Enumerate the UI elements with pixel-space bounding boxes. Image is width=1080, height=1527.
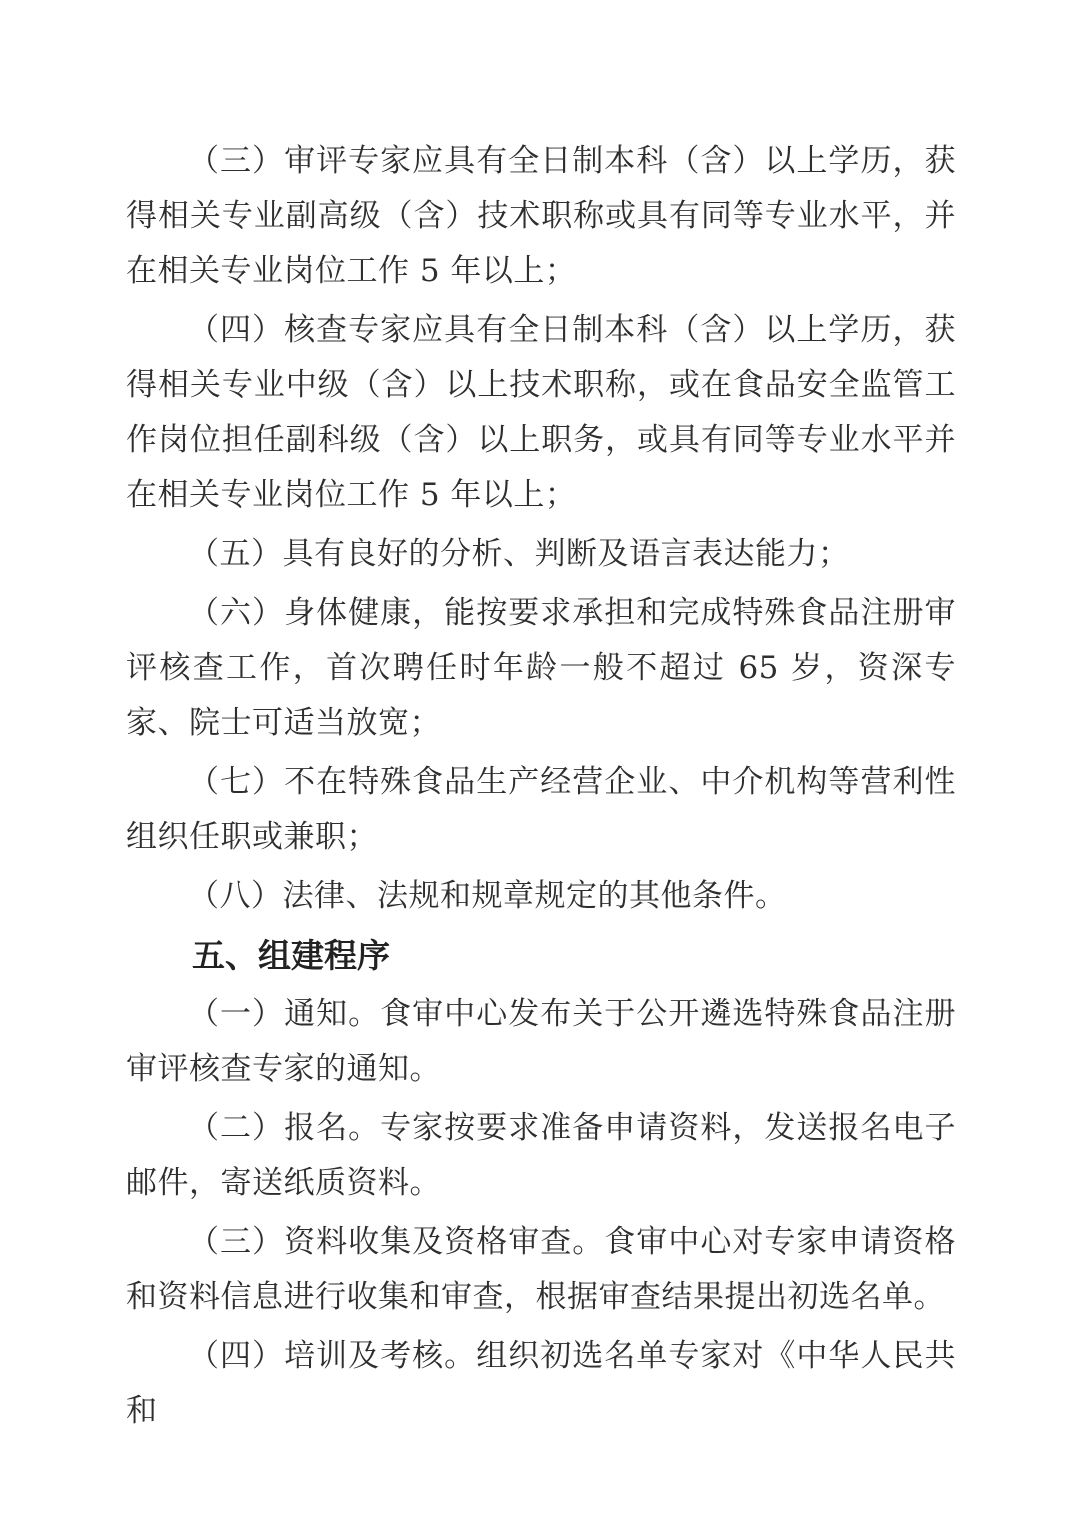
- body-paragraph: （四）培训及考核。组织初选名单专家对《中华人民共和: [126, 1338, 956, 1429]
- body-paragraph: （三）审评专家应具有全日制本科（含）以上学历，获得相关专业副高级（含）技术职称或具有同等专业水平，并在相关专业岗位工作 5 年以上；: [126, 143, 956, 289]
- body-paragraph: （八）法律、法规和规章规定的其他条件。: [188, 878, 787, 914]
- section-heading: 五、组建程序: [192, 936, 390, 975]
- body-paragraph: （五）具有良好的分析、判断及语言表达能力；: [188, 536, 850, 572]
- body-paragraph: （七）不在特殊食品生产经营企业、中介机构等营利性组织任职或兼职；: [126, 764, 956, 855]
- body-paragraph: （三）资料收集及资格审查。食审中心对专家申请资格和资料信息进行收集和审查，根据审查结果提出初选名单。: [126, 1224, 956, 1315]
- document-content: [126, 134, 956, 1439]
- body-paragraph: （四）核查专家应具有全日制本科（含）以上学历，获得相关专业中级（含）以上技术职称，或在食品安全监管工作岗位担任副科级（含）以上职务，或具有同等专业水平并在相关专业岗位工作 5 年以上；: [126, 312, 956, 513]
- body-paragraph: （一）通知。食审中心发布关于公开遴选特殊食品注册审评核查专家的通知。: [126, 996, 956, 1087]
- body-paragraph: （六）身体健康，能按要求承担和完成特殊食品注册审评核查工作，首次聘任时年龄一般不超过 65 岁，资深专家、院士可适当放宽；: [126, 595, 956, 741]
- body-paragraph: （二）报名。专家按要求准备申请资料，发送报名电子邮件，寄送纸质资料。: [126, 1110, 956, 1201]
